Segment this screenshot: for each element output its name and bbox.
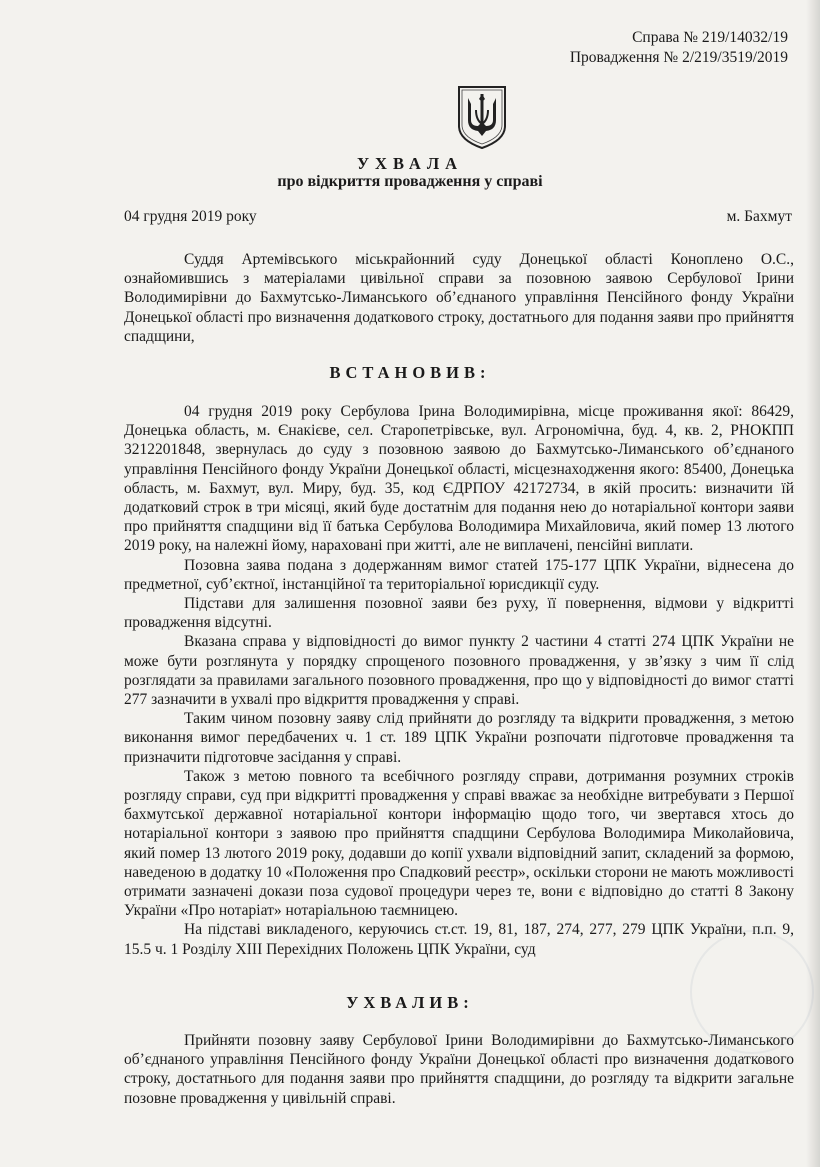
trident-coat-of-arms-icon	[456, 84, 508, 150]
section-established-heading: ВСТАНОВИВ:	[329, 363, 491, 382]
paragraph-claim: 04 грудня 2019 року Сербулова Ірина Володимирівна, місце проживання якої: 86429, Донецька область, м. Єнакієве, сел. Старопетрівське, вул. Агрономічна, буд. 4, кв. 2, РНОКПП 3212201848, звернулась до суду з позовною заявою до Бахмутсько-Лиманського об’єднаного управління Пенсійного фонду України Донецької області, місцезнаходження якого: 85400, Донецька область, м. Бахмут, вул. Миру, буд. 35, код ЄДРПОУ 42172734, в якій просить: визначити їй додатковий строк в три місяці, який буде достатнім для подання нею до нотаріальної контори заяви про прийняття спадщини від її батька Сербулова Володимира Михайловича, який помер 13 лютого 2019 року, на належні йому, нараховані при житті, але не виплачені, пенсійні виплати.	[124, 403, 794, 555]
intro-paragraph: Суддя Артемівського міськрайонний суду Донецької області Коноплено О.С., ознайомившись з матеріалами цивільної справи за позовною заявою Сербулової Ірини Володимирівни до Бахмутсько-Лиманського об’єднаного управління Пенсійного фонду України Донецької області про визначення додаткового строку, достатнього для подання заяви про прийняття спадщини,	[124, 251, 794, 345]
paragraph-legal-basis: На підставі викладеного, керуючись ст.ст. 19, 81, 187, 274, 277, 279 ЦПК України, п.п. 9, 15.5 ч. 1 Розділу XIII Перехідних Положень ЦПК України, суд	[124, 921, 794, 958]
paragraph-compliance: Позовна заява подана з додержанням вимог статей 175-177 ЦПК України, віднесена до предметної, суб’єктної, інстанційної та територіальної юрисдикції суду.	[124, 556, 794, 593]
document-date: 04 грудня 2019 року	[124, 208, 257, 225]
document-title: УХВАЛА	[356, 154, 464, 173]
paragraph-no-grounds: Підстави для залишення позовної заяви без руху, її повернення, відмови у відкритті провадження відсутні.	[124, 595, 794, 632]
paragraph-ruling: Прийняти позовну заяву Сербулової Ірини Володимирівни до Бахмутсько-Лиманського об’єднаного управління Пенсійного фонду України Донецької області про визначення додаткового строку, достатнього для подання заяви про прийняття спадщини, до розгляду та відкрити загальне позовне провадження у цивільній справі.	[124, 1032, 794, 1107]
date-place-line	[124, 208, 792, 226]
paragraph-evidence-request: Також з метою повного та всебічного розгляду справи, дотримання розумних строків розгляду справи, суд при відкритті провадження у справі вважає за необхідне витребувати з Першої бахмутської державної нотаріальної контори інформацію щодо того, чи звертався хтось до нотаріальної контори з заявою про прийняття спадщини Сербулова Володимира Миколайовича, який помер 13 лютого 2019 року, додавши до копії ухвали відповідний запит, складений за формою, наведеною в додатку 10 «Положення про Спадковий реєстр», оскільки сторони не мають можливості отримати зазначені докази поза судової процедури через те, вони є відповідно до статті 8 Закону України «Про нотаріат» нотаріальною таємницею.	[124, 767, 794, 920]
case-number: Справа № 219/14032/19	[632, 29, 788, 46]
intro-block	[124, 250, 794, 346]
document-city: м. Бахмут	[726, 208, 792, 225]
ruled-block	[124, 1031, 794, 1108]
established-block	[124, 402, 794, 959]
section-ruled-heading: УХВАЛИВ:	[346, 993, 474, 1012]
document-subtitle: про відкриття провадження у справі	[277, 173, 543, 190]
case-number-block	[570, 28, 788, 68]
paragraph-procedure: Вказана справа у відповідності до вимог пункту 2 частини 4 статті 274 ЦПК України не може бути розглянута у порядку спрощеного позовного провадження, у зв’язку з чим її слід розглядати за правилами загального позовного провадження, про що у відповідності до вимог статті 277 зазначити в ухвалі про відкриття провадження у справі.	[124, 633, 794, 709]
faint-stamp	[690, 930, 814, 1054]
paragraph-preparatory: Таким чином позовну заяву слід прийняти до розгляду та відкрити провадження, з метою виконання вимог передбачених ч. 1 ст. 189 ЦПК України розпочати підготовче провадження та призначити підготовче засідання у справі.	[124, 710, 794, 766]
proceeding-number: Провадження № 2/219/3519/2019	[569, 49, 788, 66]
